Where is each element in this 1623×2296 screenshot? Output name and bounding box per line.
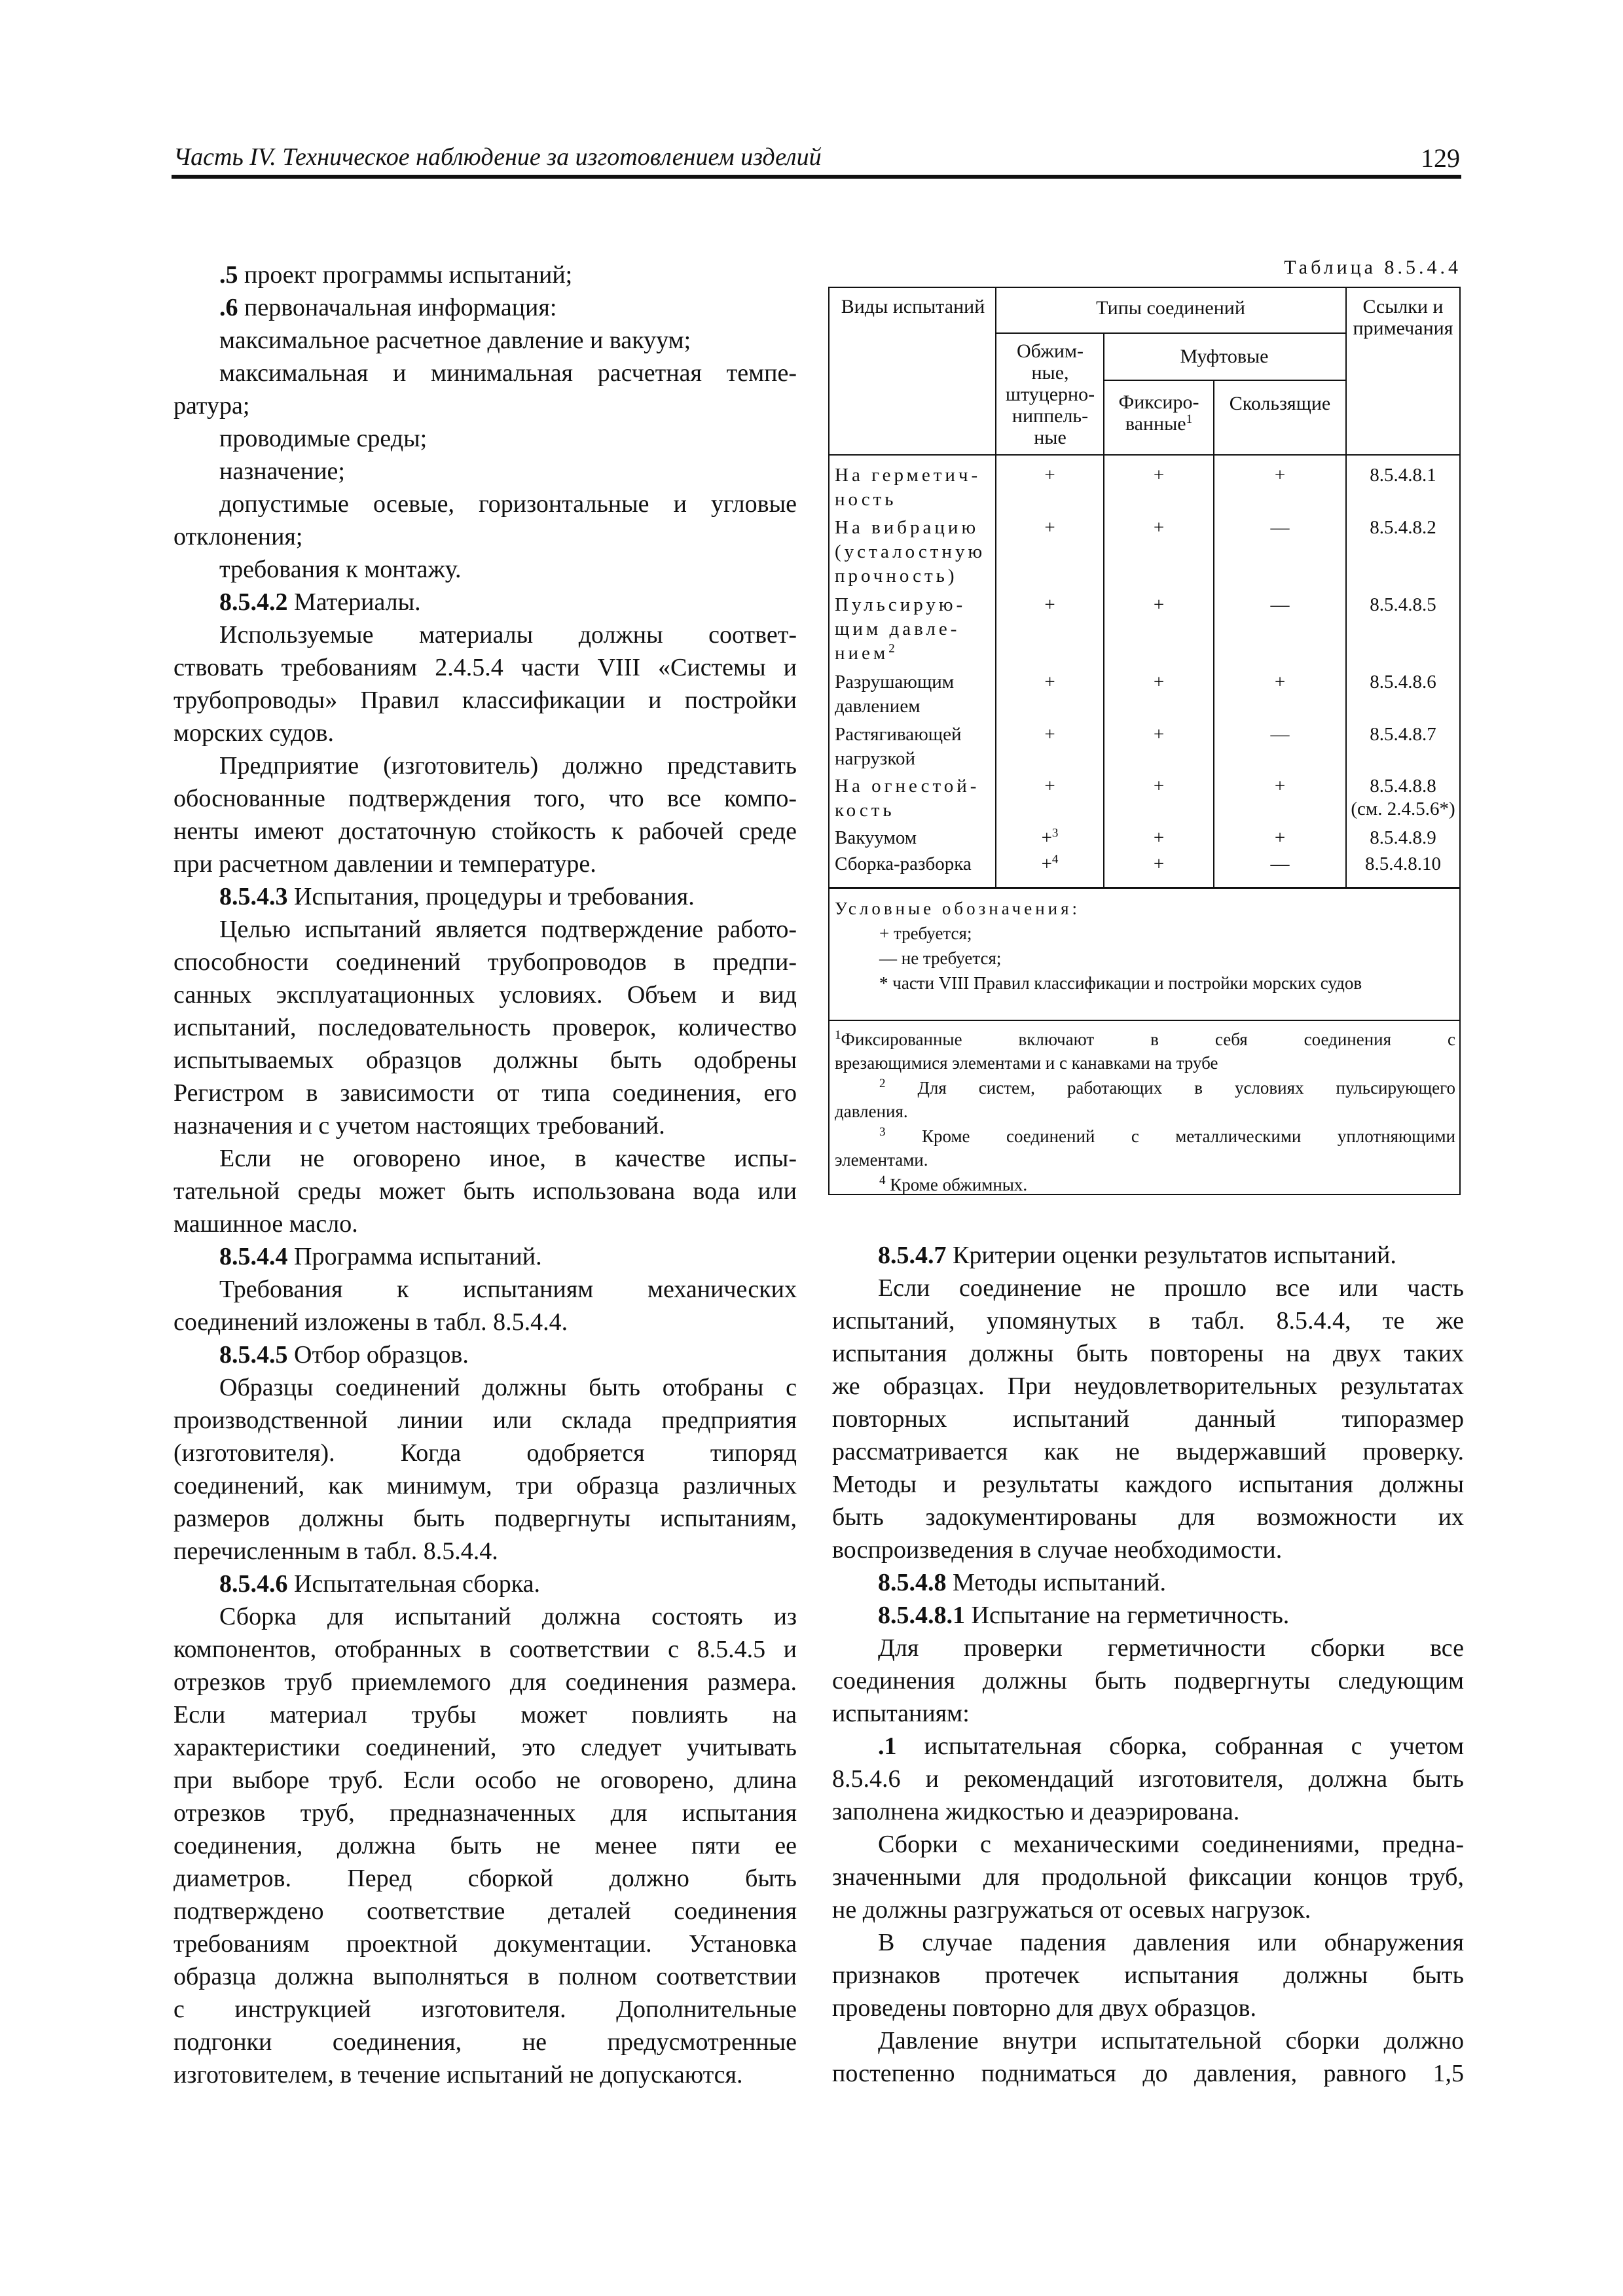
left-column <box>173 259 797 2091</box>
cell-ref: 8.5.4.8.10 <box>1365 853 1441 874</box>
text-line: характеристики соединений, это следует учитывать <box>173 1734 797 1761</box>
text-line: испытания должны быть повторены на двух таких <box>832 1340 1464 1367</box>
text-line: санных эксплуатационных условиях. Объем и вид <box>173 981 797 1009</box>
cell-ref-note: (см. 2.4.5.6*) <box>1351 798 1455 819</box>
text-line: требованиям проектной документации. Установка <box>173 1930 797 1958</box>
cell-ref: 8.5.4.8.9 <box>1370 827 1436 848</box>
running-header-title: Часть IV. Техническое наблюдение за изготовлением изделий <box>173 143 822 171</box>
text-line: с инструкцией изготовителя. Дополнительные <box>173 1996 797 2023</box>
text-line: признаков протечек испытания должны быть <box>832 1962 1464 1989</box>
cell-sliding: + <box>1274 776 1286 797</box>
text-line: проводимые среды; <box>219 425 428 452</box>
cell-ref: 8.5.4.8.8 <box>1370 776 1436 797</box>
cell-fixed: + <box>1153 465 1165 486</box>
text-line: воспроизведения в случае необходимости. <box>832 1536 1283 1564</box>
table-rule <box>830 1020 1459 1021</box>
header-sleeve: Муфтовые <box>1180 346 1269 367</box>
footnote: давления. <box>835 1102 908 1121</box>
cell-sliding: + <box>1274 672 1286 692</box>
page-number: 129 <box>1421 143 1460 173</box>
cell-fixed: + <box>1153 517 1165 538</box>
section-heading: 8.5.4.4 Программа испытаний. <box>219 1243 542 1270</box>
text-line: Образцы соединений должны быть отобраны с <box>219 1374 797 1401</box>
text-line: Целью испытаний является подтверждение работо- <box>219 916 797 943</box>
legend-item: + требуется; <box>879 924 972 943</box>
text-line: компонентов, отобранных в соответствии с 8.5.4.5 и <box>173 1636 797 1663</box>
cell-compression: + <box>1044 594 1055 615</box>
text-line: отрезков труб, предназначенных для испытания <box>173 1799 797 1827</box>
text-line: Регистром в зависимости от типа соединения, его <box>173 1079 797 1107</box>
table-rule <box>1213 380 1214 887</box>
text-line: (изготовителя). Когда одобряется типоряд <box>173 1439 797 1467</box>
text-line: значенными для продольной фиксации концов труб, <box>832 1863 1464 1891</box>
text-line: способности соединений трубопроводов в предпи- <box>173 948 797 976</box>
text-line: максимальное расчетное давление и вакуум; <box>219 327 691 354</box>
text-line: машинное масло. <box>173 1210 358 1238</box>
text-line: соединения должны быть подвергнуты следующим <box>832 1667 1464 1695</box>
cell-fixed: + <box>1153 827 1165 848</box>
cell-ref: 8.5.4.8.6 <box>1370 672 1436 692</box>
text-line: морских судов. <box>173 719 334 747</box>
cell-fixed: + <box>1153 853 1165 874</box>
text-line: соединений изложены в табл. 8.5.4.4. <box>173 1308 568 1336</box>
cell-test: На герметич- ность <box>835 465 981 510</box>
text-line: допустимые осевые, горизонтальные и угловые <box>219 490 797 518</box>
text-line: проведены повторно для двух образцов. <box>832 1994 1257 2022</box>
text-line: при выборе труб. Если особо не оговорено, длина <box>173 1767 797 1794</box>
text-line: трубопроводы» Правил классификации и постройки <box>173 687 797 714</box>
cell-compression: + <box>1044 465 1055 486</box>
list-item: .5 проект программы испытаний; <box>219 261 573 289</box>
text-line: обоснованные подтверждения того, что все компо- <box>173 785 797 812</box>
cell-test: Разрушающим давлением <box>835 672 955 717</box>
text-line: максимальная и минимальная расчетная темпе- <box>219 359 797 387</box>
cell-test: Вакуумом <box>835 827 917 848</box>
text-line: Давление внутри испытательной сборки должно <box>878 2027 1464 2054</box>
text-line: заполнена жидкостью и деаэрирована. <box>832 1798 1240 1825</box>
cell-sliding: — <box>1270 594 1290 615</box>
table-rule <box>995 332 1345 334</box>
text-line: постепенно подниматься до давления, равного 1,5 <box>832 2060 1464 2087</box>
text-line: повторных испытаний данный типоразмер <box>832 1405 1464 1433</box>
text-line: испытываемых образцов должны быть одобрены <box>173 1047 797 1074</box>
results-table <box>828 287 1461 1195</box>
cell-compression: + <box>1044 776 1055 797</box>
cell-compression: + <box>1044 724 1055 745</box>
list-item: .6 первоначальная информация: <box>219 294 557 321</box>
text-line: Предприятие (изготовитель) должно представить <box>219 752 797 780</box>
footnote: $^2$ Для систем, работающих в условиях пульсирующего <box>879 1077 1455 1098</box>
cell-compression: +$^3$ <box>1041 826 1059 848</box>
cell-sliding: — <box>1270 853 1290 874</box>
text-line: тательной среды может быть использована вода или <box>173 1177 797 1205</box>
header-compression: Обжим- ные, штуцерно- ниппель- ные <box>1005 340 1095 448</box>
section-heading: 8.5.4.2 Материалы. <box>219 588 421 616</box>
text-line: быть задокументированы для возможности их <box>832 1503 1464 1531</box>
footnote: элементами. <box>835 1150 928 1170</box>
text-line: не должны разгружаться от осевых нагрузок. <box>832 1896 1311 1924</box>
text-line: 8.5.4.6 и рекомендаций изготовителя, должна быть <box>832 1765 1464 1793</box>
footnote: $^3$ Кроме соединений с металлическими уплотняющими <box>879 1125 1456 1146</box>
text-line: образца должна выполняться в полном соответствии <box>173 1963 797 1990</box>
cell-ref: 8.5.4.8.2 <box>1370 517 1436 538</box>
section-heading: 8.5.4.3 Испытания, процедуры и требования. <box>219 883 695 910</box>
header-rule <box>172 175 1461 179</box>
cell-ref: 8.5.4.8.1 <box>1370 465 1436 486</box>
section-heading: 8.5.4.8.1 Испытание на герметичность. <box>878 1602 1290 1629</box>
list-item: .1 испытательная сборка, собранная с учетом <box>878 1732 1464 1760</box>
text-line: изготовителем, в течение испытаний не допускаются. <box>173 2061 743 2089</box>
section-heading: 8.5.4.8 Методы испытаний. <box>878 1569 1167 1596</box>
header-fixed: Фиксиро- ванные$^1$ <box>1118 391 1199 435</box>
cell-fixed: + <box>1153 724 1165 745</box>
cell-compression: + <box>1044 672 1055 692</box>
cell-ref: 8.5.4.8.5 <box>1370 594 1436 615</box>
header-refs: Ссылки и примечания <box>1353 296 1453 339</box>
legend-item: — не требуется; <box>879 948 1002 968</box>
cell-test: На огнестой- кость <box>835 776 980 821</box>
text-line: Используемые материалы должны соответ- <box>219 621 797 649</box>
text-line: отклонения; <box>173 523 303 550</box>
text-line: производственной линии или склада предприятия <box>173 1407 797 1434</box>
text-line: Требования к испытаниям механических <box>219 1276 797 1303</box>
cell-test: На вибрацию (усталостную прочность) <box>835 517 986 586</box>
header-sliding: Скользящие <box>1229 393 1331 414</box>
text-line: размеров должны быть подвергнуты испытаниям, <box>173 1505 797 1532</box>
text-line: испытаний, упомянутых в табл. 8.5.4.4, те же <box>832 1307 1464 1335</box>
header-test-type: Виды испытаний <box>841 296 985 317</box>
text-line: В случае падения давления или обнаружения <box>878 1929 1464 1956</box>
text-line: требования к монтажу. <box>219 556 462 583</box>
right-column <box>832 1239 1464 2090</box>
section-heading: 8.5.4.7 Критерии оценки результатов испытаний. <box>878 1242 1396 1269</box>
text-line: Сборка для испытаний должна состоять из <box>219 1603 797 1630</box>
text-line: назначения и с учетом настоящих требований. <box>173 1112 665 1139</box>
table-rule <box>830 454 1459 456</box>
text-line: при расчетном давлении и температуре. <box>173 850 596 878</box>
cell-fixed: + <box>1153 776 1165 797</box>
table-rule <box>830 887 1459 889</box>
cell-test: Пульсирую- щим давле- нием$^2$ <box>835 594 966 664</box>
text-line: Если не оговорено иное, в качестве испы- <box>219 1145 797 1172</box>
text-line: Если материал трубы может повлиять на <box>173 1701 797 1729</box>
section-heading: 8.5.4.5 Отбор образцов. <box>219 1341 469 1369</box>
text-line: испытаниям: <box>832 1700 970 1727</box>
text-line: соединения, должна быть не менее пяти ее <box>173 1832 797 1859</box>
section-heading: 8.5.4.6 Испытательная сборка. <box>219 1570 540 1598</box>
text-line: соединений, как минимум, три образца различных <box>173 1472 797 1499</box>
text-line: рассматривается как не выдержавший проверку. <box>832 1438 1464 1465</box>
cell-compression: +$^4$ <box>1041 852 1059 874</box>
text-line: перечисленным в табл. 8.5.4.4. <box>173 1537 498 1565</box>
text-line: ствовать требованиям 2.4.5.4 части VIII «Системы и <box>173 654 797 681</box>
cell-fixed: + <box>1153 672 1165 692</box>
legend-item: * части VIII Правил классификации и постройки морских судов <box>879 973 1362 993</box>
footnote: $^1$Фиксированные включают в себя соединения с <box>835 1028 1455 1049</box>
cell-ref: 8.5.4.8.7 <box>1370 724 1436 745</box>
text-line: Если соединение не прошло все или часть <box>878 1274 1464 1302</box>
text-line: назначение; <box>219 457 345 485</box>
footnote: врезающимися элементами и с канавками на трубе <box>835 1053 1218 1073</box>
legend-title: Условные обозначения: <box>835 899 1081 918</box>
cell-sliding: + <box>1274 465 1286 486</box>
text-line: ненты имеют достаточную стойкость к рабочей среде <box>173 817 797 845</box>
header-joint-types: Типы соединений <box>1096 297 1245 319</box>
cell-compression: + <box>1044 517 1055 538</box>
cell-test: Сборка-разборка <box>835 853 972 874</box>
table-rule <box>1103 380 1345 381</box>
cell-fixed: + <box>1153 594 1165 615</box>
text-line: Для проверки герметичности сборки все <box>878 1634 1464 1662</box>
text-line: подтверждено соответствие деталей соединения <box>173 1897 797 1925</box>
text-line: испытаний, последовательность проверок, количество <box>173 1014 797 1041</box>
text-line: Методы и результаты каждого испытания должны <box>832 1471 1464 1498</box>
cell-sliding: + <box>1274 827 1286 848</box>
table-caption: Таблица 8.5.4.4 <box>1284 257 1461 278</box>
text-line: ратура; <box>173 392 250 420</box>
text-line: отрезков труб приемлемого для соединения размера. <box>173 1668 797 1696</box>
cell-sliding: — <box>1270 724 1290 745</box>
text-line: Сборки с механическими соединениями, предна- <box>878 1831 1464 1858</box>
text-line: подгонки соединения, не предусмотренные <box>173 2028 797 2056</box>
cell-test: Растягивающей нагрузкой <box>835 724 962 769</box>
footnote: $^4$ Кроме обжимных. <box>879 1174 1028 1194</box>
text-line: же образцах. При неудовлетворительных результатах <box>832 1372 1464 1400</box>
cell-sliding: — <box>1270 517 1290 538</box>
text-line: диаметров. Перед сборкой должно быть <box>173 1865 797 1892</box>
